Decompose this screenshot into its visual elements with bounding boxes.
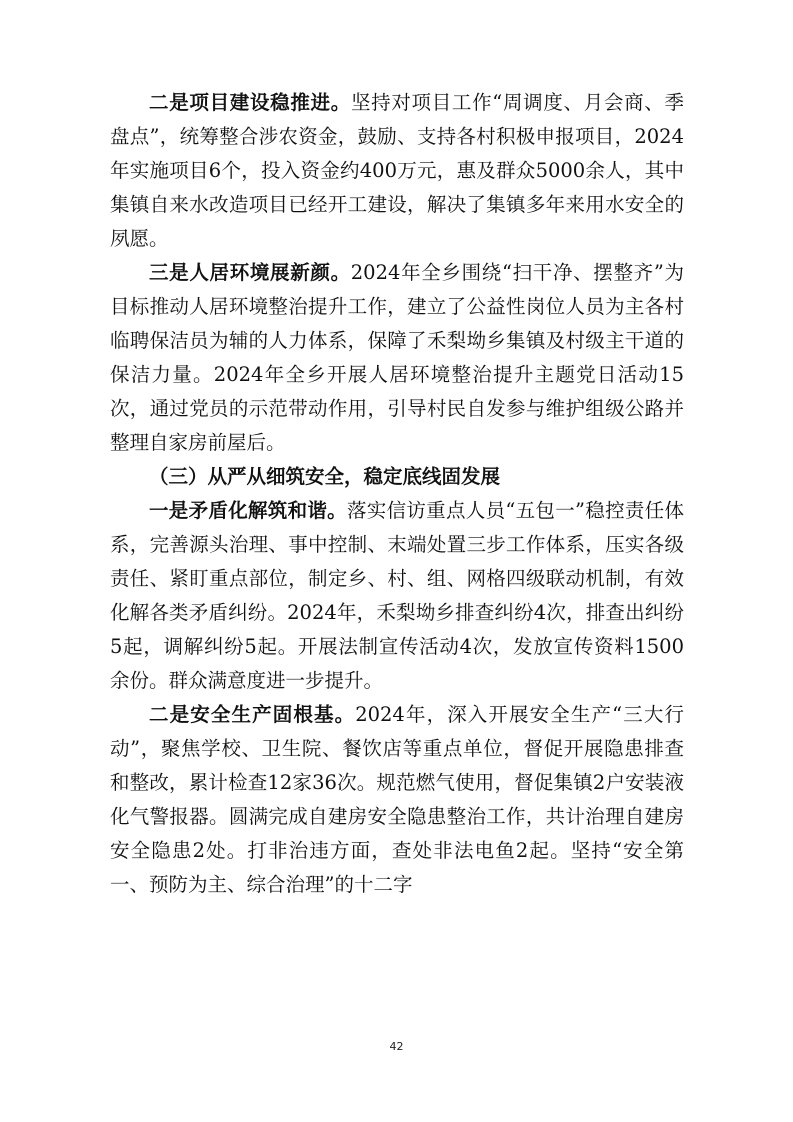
paragraph-text: 坚持对项目工作“周调度、月会商、季盘点”，统筹整合涉农资金，鼓励、支持各村积极申报项目，2024年实施项目6个，投入资金约400万元，惠及群众5000余人，其中集镇自来水改造项目已经开工建设，解决了集镇多年来用水安全的夙愿。 <box>110 91 684 250</box>
paragraph-living-environment <box>110 256 684 460</box>
paragraph-lead: 二是安全生产固根基。 <box>149 703 356 726</box>
paragraph-lead: 三是人居环境展新颜。 <box>149 261 351 284</box>
paragraph-lead: 二是项目建设稳推进。 <box>149 91 351 114</box>
page-number: 42 <box>389 1040 404 1053</box>
paragraph-text: 2024年，深入开展安全生产“三大行动”，聚焦学校、卫生院、餐饮店等重点单位，督促开展隐患排查和整改，累计检查12家36次。规范燃气使用，督促集镇2户安装液化气警报器。圆满完成自建房安全隐患整治工作，共计治理自建房安全隐患2处。打非治违方面，查处非法电鱼2起。坚持“安全第一、预防为主、综合治理”的十二字 <box>110 703 684 896</box>
paragraph-lead: 一是矛盾化解筑和谐。 <box>149 499 347 522</box>
paragraph-conflict-resolution <box>110 494 684 698</box>
paragraph-text: 落实信访重点人员“五包一”稳控责任体系，完善源头治理、事中控制、末端处置三步工作体系，压实各级责任、紧盯重点部位，制定乡、村、组、网格四级联动机制，有效化解各类矛盾纠纷。2024年，禾梨坳乡排查纠纷4次，排查出纠纷5起，调解纠纷5起。开展法制宣传活动4次，发放宣传资料1500余份。群众满意度进一步提升。 <box>110 499 684 692</box>
section-heading: （三）从严从细筑安全，稳定底线固发展 <box>149 465 501 488</box>
paragraph-project-construction <box>110 86 684 256</box>
document-body <box>110 86 684 902</box>
paragraph-text: 2024年全乡围绕“扫干净、摆整齐”为目标推动人居环境整治提升工作，建立了公益性岗位人员为主各村临聘保洁员为辅的人力体系，保障了禾梨坳乡集镇及村级主干道的保洁力量。2024年全乡开展人居环境整治提升主题党日活动15次，通过党员的示范带动作用，引导村民自发参与维护组级公路并整理自家房前屋后。 <box>110 261 684 454</box>
paragraph-production-safety <box>110 698 684 902</box>
